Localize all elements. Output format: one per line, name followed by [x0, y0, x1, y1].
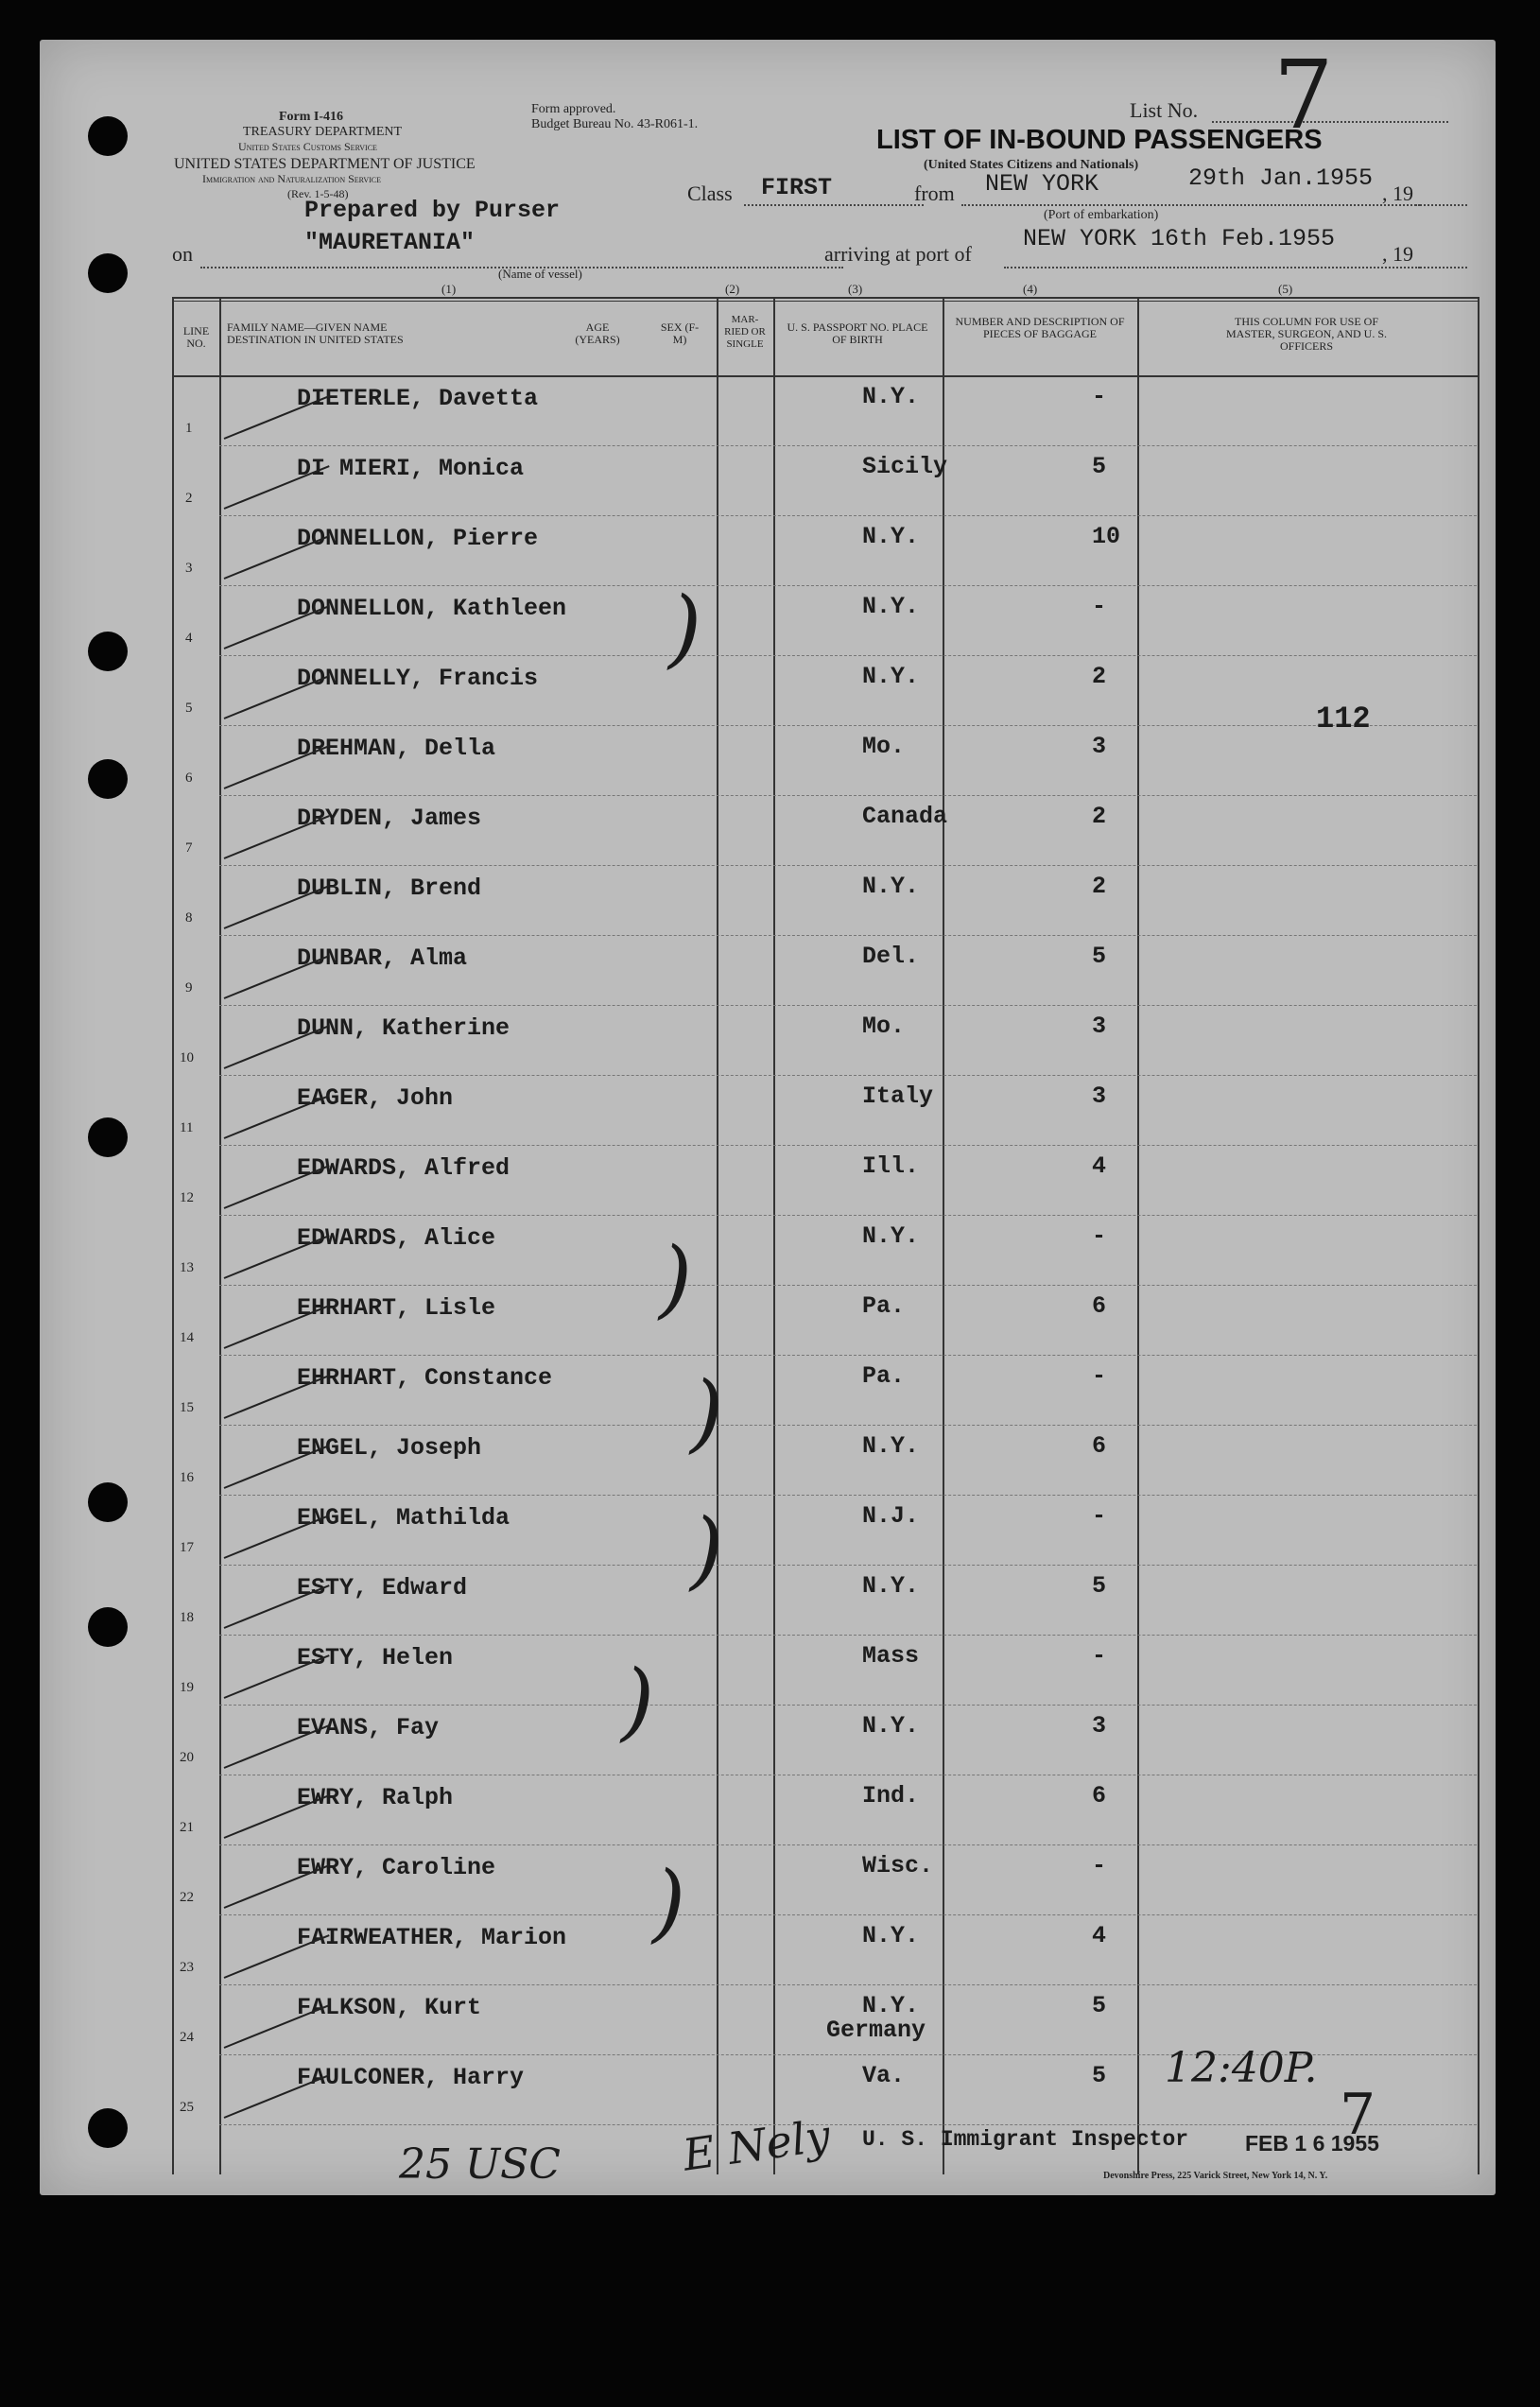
bracket-mark: )	[652, 1853, 686, 1952]
passenger-name: DI MIERI, Monica	[297, 455, 525, 482]
baggage-count: 2	[1092, 663, 1107, 690]
baggage-count: 5	[1092, 943, 1107, 970]
passenger-name: DUBLIN, Brend	[297, 874, 482, 902]
bracket-mark: )	[690, 1363, 724, 1463]
baggage-count: 6	[1092, 1432, 1107, 1460]
row-separator	[219, 1285, 1477, 1286]
baggage-count: 3	[1092, 1013, 1107, 1040]
line-number: 9	[185, 980, 193, 996]
line-number: 18	[180, 1610, 194, 1625]
line-number: 22	[180, 1890, 194, 1905]
from-value: NEW YORK	[985, 170, 1099, 198]
passenger-name: EDWARDS, Alfred	[297, 1154, 510, 1182]
birth-place: Va.	[862, 2062, 906, 2089]
col-num-3: (3)	[848, 282, 863, 296]
check-mark	[224, 1095, 330, 1139]
passenger-name: DRYDEN, James	[297, 805, 482, 832]
check-mark	[224, 1165, 330, 1209]
bracket-mark: )	[690, 1500, 724, 1600]
birth-place: N.Y.	[862, 593, 920, 620]
row-separator	[219, 725, 1477, 726]
birth-place: Sicily	[862, 453, 948, 480]
col-num-2: (2)	[725, 282, 740, 296]
row-separator	[219, 655, 1477, 656]
passenger-name: EWRY, Caroline	[297, 1854, 496, 1881]
arrival-value: NEW YORK 16th Feb.1955	[1023, 225, 1336, 252]
customs-service: United States Customs Service	[238, 140, 377, 153]
time-note: 12:40P.	[1165, 2044, 1318, 2092]
passenger-name: DIETERLE, Davetta	[297, 385, 539, 412]
baggage-count: -	[1092, 1852, 1107, 1879]
form-number: Form I-416	[279, 110, 344, 124]
justice-dept: UNITED STATES DEPARTMENT OF JUSTICE	[174, 156, 476, 172]
punch-hole	[88, 116, 128, 156]
from-label: from	[914, 182, 955, 205]
row-separator	[219, 1215, 1477, 1216]
col-header-baggage: NUMBER AND DESCRIPTION OF PIECES OF BAGGAGE	[955, 315, 1125, 340]
row-separator	[219, 1005, 1477, 1006]
baggage-count: -	[1092, 1362, 1107, 1390]
line-number: 24	[180, 2030, 194, 2045]
line-number: 12	[180, 1190, 194, 1205]
class-label: Class	[687, 182, 733, 205]
row-separator	[219, 1145, 1477, 1146]
birth-place: N.Y.	[862, 1922, 920, 1949]
document-page	[40, 40, 1496, 2195]
col-header-line-no: LINE NO.	[182, 324, 210, 350]
passenger-name: ENGEL, Joseph	[297, 1434, 482, 1462]
birth-place: N.Y.	[862, 1222, 920, 1250]
port-embark-label: (Port of embarkation)	[1044, 208, 1159, 222]
baggage-count: -	[1092, 1502, 1107, 1530]
baggage-count: 5	[1092, 1992, 1107, 2019]
check-mark	[224, 1864, 330, 1909]
bracket-mark: )	[621, 1652, 655, 1751]
birth-place: N.Y.	[862, 1712, 920, 1740]
check-mark	[224, 1654, 330, 1699]
passenger-name: DUNBAR, Alma	[297, 944, 468, 972]
check-mark	[224, 2004, 330, 2049]
arriving-label: arriving at port of	[824, 242, 972, 266]
passenger-name: EHRHART, Constance	[297, 1364, 553, 1392]
check-mark	[224, 745, 330, 789]
baggage-count: 10	[1092, 523, 1121, 550]
punch-hole	[88, 1607, 128, 1647]
prepared-by: Prepared by Purser	[304, 197, 561, 224]
col-header-passport: U. S. PASSPORT NO. PLACE OF BIRTH	[787, 320, 928, 346]
check-mark	[224, 1235, 330, 1279]
baggage-count: 5	[1092, 2062, 1107, 2089]
row-separator	[219, 1425, 1477, 1426]
form-title: LIST OF IN-BOUND PASSENGERS	[876, 125, 1323, 155]
treasury-dept: TREASURY DEPARTMENT	[243, 125, 403, 139]
line-number: 3	[185, 561, 193, 576]
line-number: 8	[185, 910, 193, 926]
line-number: 14	[180, 1330, 194, 1345]
check-mark	[224, 1724, 330, 1769]
baggage-count: 5	[1092, 453, 1107, 480]
col-header-age: AGE (YEARS)	[575, 320, 620, 346]
punch-hole	[88, 759, 128, 799]
col-header-destination: DESTINATION IN UNITED STATES	[227, 333, 404, 346]
line-number: 20	[180, 1750, 194, 1765]
row-separator	[219, 865, 1477, 866]
passenger-name: FALKSON, Kurt	[297, 1994, 482, 2021]
bracket-mark: )	[659, 1229, 693, 1328]
budget-bureau: Budget Bureau No. 43-R061-1.	[531, 117, 699, 131]
check-mark	[224, 1305, 330, 1349]
vessel-name: "MAURETANIA"	[304, 229, 476, 256]
passenger-name: DONNELLON, Pierre	[297, 525, 539, 552]
signature: E Nely	[680, 2109, 834, 2181]
check-mark	[224, 465, 330, 510]
year-suffix-2: , 19	[1382, 242, 1413, 266]
birth-place: N.Y.	[862, 873, 920, 900]
row-separator	[219, 515, 1477, 516]
baggage-count: -	[1092, 1222, 1107, 1250]
birth-place: N.Y.	[862, 1572, 920, 1600]
punch-hole	[88, 1117, 128, 1157]
list-no-value: 7	[1273, 40, 1334, 150]
check-mark	[224, 1375, 330, 1419]
baggage-count: 5	[1092, 1572, 1107, 1600]
check-mark	[224, 675, 330, 719]
check-mark	[224, 1584, 330, 1629]
line-number: 2	[185, 491, 193, 506]
row-separator	[219, 445, 1477, 446]
birth-place: N.Y.	[862, 1992, 920, 2019]
bracket-mark: )	[668, 579, 702, 678]
row-separator	[219, 1495, 1477, 1496]
passenger-name: FAIRWEATHER, Marion	[297, 1924, 567, 1951]
vessel-label: (Name of vessel)	[498, 267, 582, 281]
row-separator	[219, 1075, 1477, 1076]
baggage-count: 6	[1092, 1292, 1107, 1320]
row-separator	[219, 1565, 1477, 1566]
birth-place: Mo.	[862, 1013, 906, 1040]
birth-place: Pa.	[862, 1362, 906, 1390]
baggage-count: 3	[1092, 1712, 1107, 1740]
birth-place: N.J.	[862, 1502, 920, 1530]
passenger-name: DONNELLY, Francis	[297, 665, 539, 692]
line-number: 21	[180, 1820, 194, 1835]
col-num-5: (5)	[1278, 282, 1293, 296]
line-number: 10	[180, 1050, 194, 1065]
check-mark	[224, 605, 330, 649]
passenger-name: DREHMAN, Della	[297, 735, 496, 762]
passenger-name: ENGEL, Mathilda	[297, 1504, 510, 1532]
baggage-count: 2	[1092, 803, 1107, 830]
form-revision: (Rev. 1-5-48)	[287, 187, 349, 200]
baggage-count: -	[1092, 383, 1107, 410]
birth-place: Canada	[862, 803, 948, 830]
col-num-4: (4)	[1023, 282, 1038, 296]
baggage-count: 4	[1092, 1922, 1107, 1949]
baggage-count: -	[1092, 593, 1107, 620]
col-num-1: (1)	[441, 282, 457, 296]
line-number: 5	[185, 701, 193, 716]
birth-place: N.Y.	[862, 383, 920, 410]
check-mark	[224, 1025, 330, 1069]
passenger-name: EHRHART, Lisle	[297, 1294, 496, 1322]
birth-place: Wisc.	[862, 1852, 934, 1879]
birth-place: N.Y.	[862, 523, 920, 550]
printer-imprint: Devonshire Press, 225 Varick Street, New York 14, N. Y.	[1103, 2171, 1328, 2181]
passenger-name: ESTY, Helen	[297, 1644, 454, 1671]
baggage-count: 6	[1092, 1782, 1107, 1810]
row-separator	[219, 585, 1477, 586]
line-number: 19	[180, 1680, 194, 1695]
inspector-label: U. S. Immigrant Inspector	[862, 2127, 1189, 2152]
row-separator	[219, 935, 1477, 936]
form-approved: Form approved.	[531, 102, 616, 116]
passenger-name: DONNELLON, Kathleen	[297, 595, 567, 622]
class-value: FIRST	[761, 174, 833, 201]
birth-place: N.Y.	[862, 663, 920, 690]
birth-place: Del.	[862, 943, 920, 970]
ins-service: Immigration and Naturalization Service	[202, 172, 382, 185]
check-mark	[224, 955, 330, 999]
check-mark	[224, 1794, 330, 1839]
birth-place: N.Y.	[862, 1432, 920, 1460]
passenger-name: FAULCONER, Harry	[297, 2064, 525, 2091]
line-number: 1	[185, 421, 193, 436]
row-separator	[219, 1844, 1477, 1845]
line-number: 25	[180, 2100, 194, 2115]
check-mark	[224, 1445, 330, 1489]
baggage-count: 3	[1092, 1082, 1107, 1110]
line-number: 17	[180, 1540, 194, 1555]
passenger-name: EWRY, Ralph	[297, 1784, 454, 1811]
check-mark	[224, 535, 330, 580]
on-label: on	[172, 242, 193, 266]
birth-place-corrected: Germany	[826, 2017, 926, 2044]
col-header-sex: SEX (F-M)	[660, 320, 700, 346]
check-mark	[224, 1515, 330, 1559]
row-separator	[219, 1984, 1477, 1985]
row-separator	[219, 2124, 1477, 2125]
line-number: 6	[185, 771, 193, 786]
form-subtitle: (United States Citizens and Nationals)	[924, 158, 1139, 172]
seven-note: 7	[1340, 2082, 1376, 2148]
birth-place: Pa.	[862, 1292, 906, 1320]
line-number: 4	[185, 631, 193, 646]
punch-hole	[88, 1482, 128, 1522]
birth-place: Mass	[862, 1642, 920, 1670]
check-mark	[224, 815, 330, 859]
stamp-date: FEB 1 6 1955	[1245, 2131, 1379, 2156]
punch-hole	[88, 632, 128, 671]
check-mark	[224, 2074, 330, 2119]
baggage-count: -	[1092, 1642, 1107, 1670]
passenger-name: EVANS, Fay	[297, 1714, 440, 1741]
line-number: 11	[180, 1120, 194, 1135]
col-header-married: MAR-RIED OR SINGLE	[724, 314, 766, 350]
row-separator	[219, 1635, 1477, 1636]
birth-place: Mo.	[862, 733, 906, 760]
baggage-count: 2	[1092, 873, 1107, 900]
passenger-name: EDWARDS, Alice	[297, 1224, 496, 1252]
col-header-family-name: FAMILY NAME—GIVEN NAME	[227, 320, 388, 334]
birth-place: Ill.	[862, 1152, 920, 1180]
line-number: 16	[180, 1470, 194, 1485]
row-separator	[219, 1705, 1477, 1706]
line-number: 7	[185, 840, 193, 856]
birth-place: Ind.	[862, 1782, 920, 1810]
punch-hole	[88, 2108, 128, 2148]
count-note: 112	[1316, 701, 1371, 736]
check-mark	[224, 885, 330, 929]
baggage-count: 3	[1092, 733, 1107, 760]
passenger-name: EAGER, John	[297, 1084, 454, 1112]
usc-note: 25 USC	[399, 2140, 561, 2189]
year-suffix-1: , 19	[1382, 182, 1413, 205]
row-separator	[219, 1355, 1477, 1356]
baggage-count: 4	[1092, 1152, 1107, 1180]
col-header-officers: THIS COLUMN FOR USE OF MASTER, SURGEON, AND U. S. OFFICERS	[1225, 315, 1388, 353]
check-mark	[224, 395, 330, 440]
line-number: 13	[180, 1260, 194, 1275]
row-separator	[219, 795, 1477, 796]
check-mark	[224, 1934, 330, 1979]
passenger-name: DUNN, Katherine	[297, 1014, 510, 1042]
embark-date: 29th Jan.1955	[1188, 165, 1374, 192]
list-no-label: List No.	[1130, 98, 1199, 122]
birth-place: Italy	[862, 1082, 934, 1110]
passenger-name: ESTY, Edward	[297, 1574, 468, 1602]
line-number: 15	[180, 1400, 194, 1415]
punch-hole	[88, 253, 128, 293]
line-number: 23	[180, 1960, 194, 1975]
row-separator	[219, 1914, 1477, 1915]
